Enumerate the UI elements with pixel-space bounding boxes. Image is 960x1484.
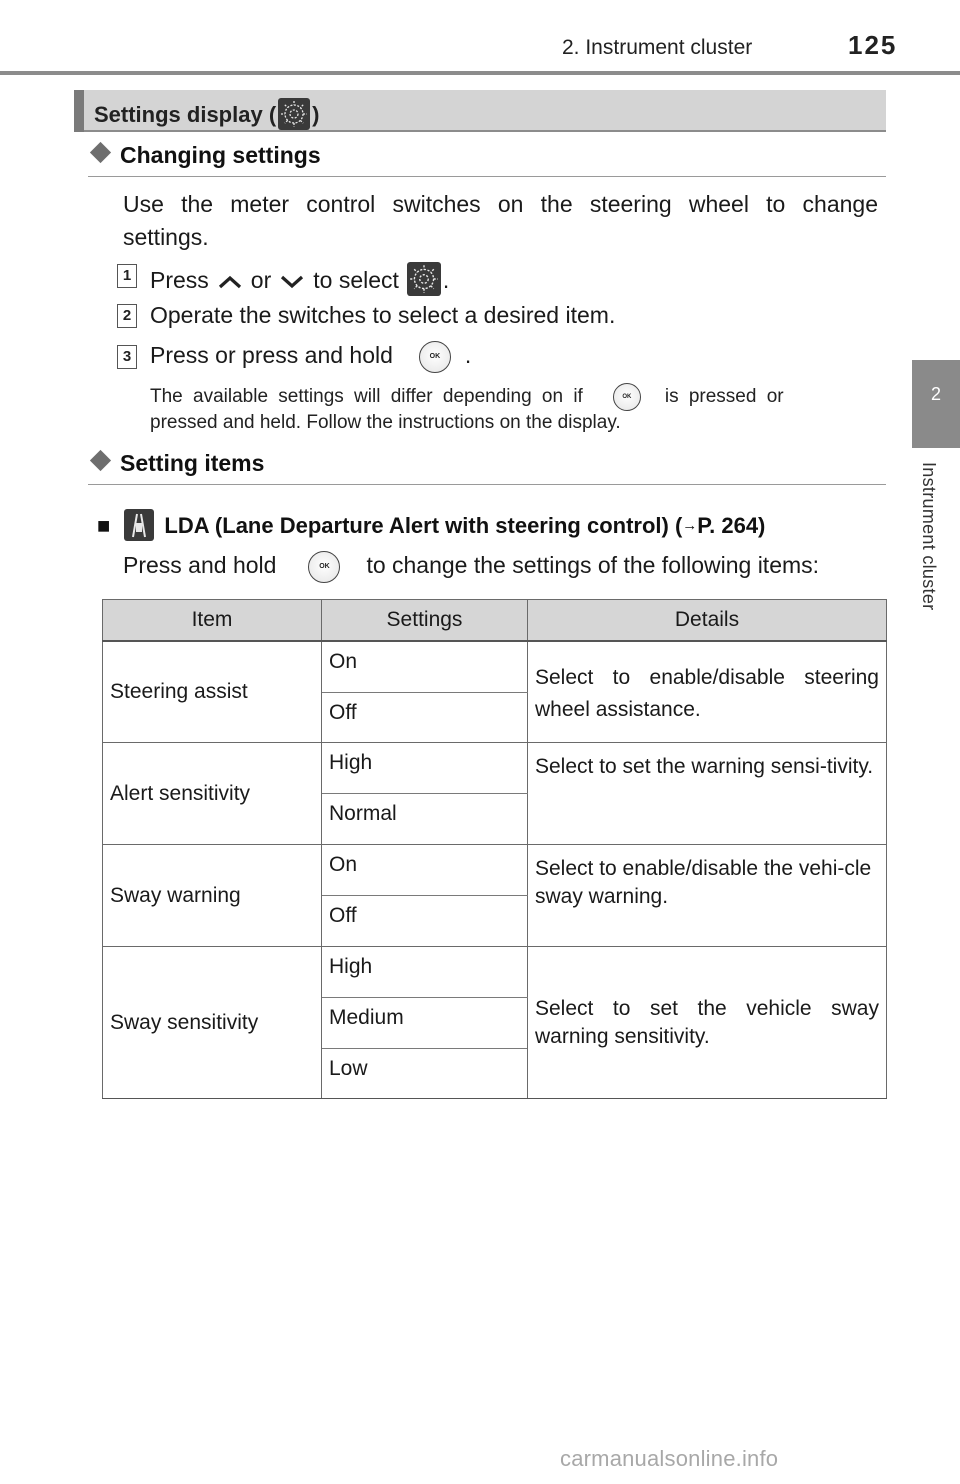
subheading-rule: [88, 484, 886, 485]
page-ref-arrow: →: [682, 517, 698, 534]
page-number: 125: [848, 30, 898, 60]
press-hold-text: [123, 551, 819, 583]
setting-cell: Medium: [322, 998, 528, 1049]
section-title-suffix: ): [312, 102, 320, 127]
setting-cell: Low: [322, 1049, 528, 1099]
ok-button-icon: OK: [613, 383, 641, 411]
gear-icon: [278, 98, 310, 136]
item-cell: Alert sensitivity: [103, 743, 322, 845]
watermark: carmanualsonline.info: [560, 1446, 779, 1471]
details-cell: Select to set the warning sensi-tivity.: [528, 743, 887, 845]
changing-settings-heading: [88, 142, 321, 169]
section-title-prefix: Settings display (: [94, 102, 277, 127]
section-title: [94, 98, 319, 136]
step-3-press: Press or press and hold: [150, 342, 393, 369]
step-number: 3: [117, 345, 137, 369]
note-line-1: [150, 383, 878, 411]
details-cell: Select to enable/disable steering wheel assistance.: [528, 641, 887, 743]
step-number: 2: [117, 304, 137, 328]
details-cell: Select to enable/disable the vehi-cle sway warning.: [528, 845, 887, 947]
step-1-select: to select: [313, 267, 399, 294]
step-2-text: Operate the switches to select a desired item.: [150, 302, 616, 328]
chevron-down-icon: [279, 269, 305, 296]
step-1-or: or: [250, 267, 272, 294]
table-row: [103, 641, 887, 693]
step-3-period: .: [464, 342, 472, 369]
step-1-text: [150, 262, 449, 302]
setting-cell: On: [322, 641, 528, 693]
header-divider: [0, 71, 960, 75]
chapter-tab-label: Instrument cluster: [919, 462, 939, 611]
press-hold-a: Press and hold: [123, 552, 277, 579]
subheading-rule: [88, 176, 886, 177]
intro-line-1: Use the meter control switches on the steering wheel to change: [123, 191, 878, 217]
header-details: Details: [528, 600, 887, 642]
table-row: [103, 743, 887, 794]
table-row: [103, 845, 887, 896]
note-text-a: The available settings will differ depending on if: [150, 386, 583, 408]
step-number: 1: [117, 264, 137, 288]
lda-icon: [124, 509, 154, 547]
setting-cell: Off: [322, 896, 528, 947]
settings-table: [102, 599, 887, 1099]
lda-heading-text: LDA (Lane Departure Alert with steering control) (: [164, 513, 683, 538]
note-line-2: pressed and held. Follow the instructions on the display.: [150, 412, 621, 433]
diamond-bullet-icon: [90, 450, 111, 471]
step-1-period: .: [442, 267, 450, 294]
setting-cell: On: [322, 845, 528, 896]
header-item: Item: [103, 600, 322, 642]
note-text-b: is pressed or: [664, 386, 784, 408]
lda-heading: [97, 509, 765, 547]
step-1-press: Press: [150, 267, 209, 294]
setting-items-heading: [88, 450, 264, 477]
chevron-up-icon: [217, 269, 243, 296]
item-cell: Steering assist: [103, 641, 322, 743]
diamond-bullet-icon: [90, 142, 111, 163]
lda-page-ref[interactable]: P. 264): [697, 513, 766, 538]
setting-cell: High: [322, 947, 528, 998]
chapter-tab-number: 2: [930, 384, 941, 404]
table-header-row: [103, 600, 887, 642]
setting-cell: High: [322, 743, 528, 794]
intro-line-2: settings.: [123, 224, 209, 250]
ok-button-icon: OK: [419, 341, 451, 373]
chapter-title: 2. Instrument cluster: [562, 36, 753, 59]
changing-settings-heading-text: Changing settings: [120, 142, 321, 168]
item-cell: Sway sensitivity: [103, 947, 322, 1099]
setting-cell: Off: [322, 693, 528, 743]
step-3-text: [150, 341, 471, 373]
ok-button-icon: OK: [308, 551, 340, 583]
item-cell: Sway warning: [103, 845, 322, 947]
section-bar-accent: [74, 90, 84, 132]
details-cell: Select to set the vehicle sway warning sensitivity.: [528, 947, 887, 1099]
setting-cell: Normal: [322, 794, 528, 845]
gear-icon: [407, 262, 441, 302]
table-row: [103, 947, 887, 998]
setting-items-heading-text: Setting items: [120, 450, 265, 476]
press-hold-b: to change the settings of the following items:: [366, 552, 820, 579]
header-settings: Settings: [322, 600, 528, 642]
square-bullet: ■: [97, 513, 111, 538]
